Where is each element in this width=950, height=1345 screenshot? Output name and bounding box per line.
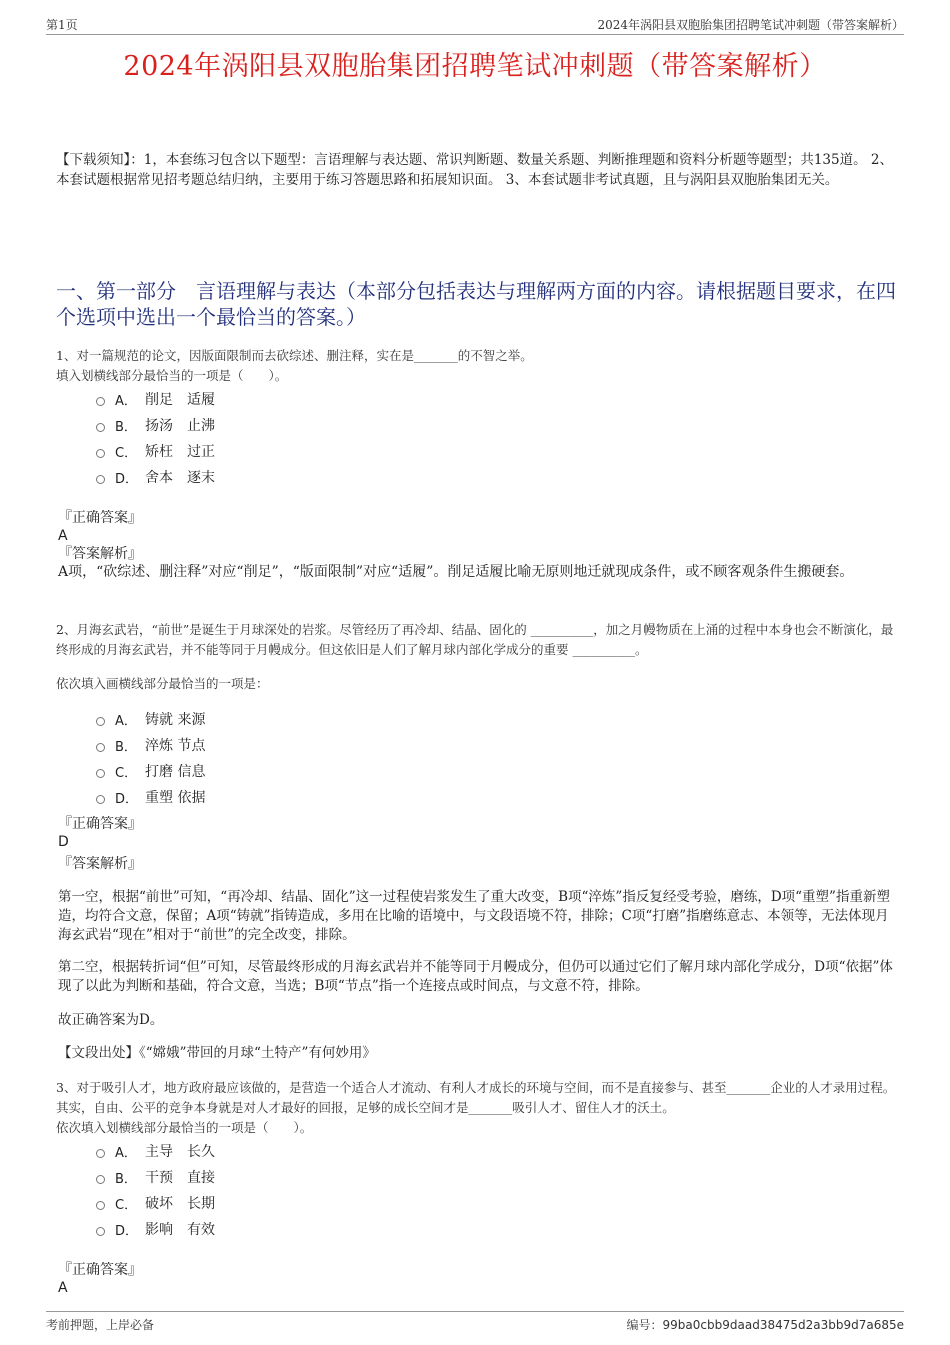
footer-code-label: 编号： <box>626 1318 663 1332</box>
radio-icon[interactable] <box>96 743 105 752</box>
analysis-paragraph-1: 第一空，根据“前世”可知，“再冷却、结晶、固化”这一过程使岩浆发生了重大改变，B项“淬炼”指反复经受考验，磨练，D项“重塑”指重新塑造，均符合文意，保留；A项“铸就”指铸造成，多用在比喻的语境中，与文段语境不符，排除；C项“打磨”指磨练意志、本领等，无法体现月海玄武岩“现在”相对于“前世”的完全改变，排除。 <box>58 889 890 943</box>
question-1-options <box>96 386 496 490</box>
answer-label: 『正确答案』 <box>58 1262 142 1278</box>
section-title: 一、第一部分 言语理解与表达（本部分包括表达与理解两方面的内容。请根据题目要求，在四个选项中选出一个最恰当的答案。） <box>56 279 896 329</box>
footer-code <box>627 1316 904 1333</box>
answer-block-3 <box>58 1261 894 1297</box>
radio-icon[interactable] <box>96 1175 105 1184</box>
radio-icon[interactable] <box>96 717 105 726</box>
question-stem: 1、对一篇规范的论文，因版面限制而去砍综述、删注释，实在是_______的不智之举。 <box>56 348 533 363</box>
option-a[interactable]: A． 铸就 来源 <box>96 706 496 732</box>
question-prompt: 填入划横线部分最恰当的一项是（ ）。 <box>56 368 288 383</box>
option-b[interactable]: B． 干预 直接 <box>96 1164 496 1190</box>
answer-value: A <box>58 1280 68 1296</box>
analysis-label: 『答案解析』 <box>58 856 142 872</box>
radio-icon[interactable] <box>96 769 105 778</box>
footer-slogan: 考前押题，上岸必备 <box>46 1318 155 1332</box>
option-c[interactable]: C． 打磨 信息 <box>96 758 496 784</box>
radio-icon[interactable] <box>96 1227 105 1236</box>
page-header <box>46 14 904 35</box>
analysis-paragraph-2: 第二空，根据转折词“但”可知，尽管最终形成的月海玄武岩并不能等同于月幔成分，但仍可以通过它们了解月球内部化学成分，D项“依据”体现了以此为判断和基础，符合文意，当选；B项“节点”指一个连接点或时间点，与文意不符，排除。 <box>58 959 893 994</box>
option-a[interactable]: A． 削足 适履 <box>96 386 496 412</box>
radio-icon[interactable] <box>96 1201 105 1210</box>
answer-label: 『正确答案』 <box>58 816 142 832</box>
radio-icon[interactable] <box>96 1149 105 1158</box>
document-title: 2024年涡阳县双胞胎集团招聘笔试冲刺题（带答案解析） <box>123 51 827 82</box>
radio-icon[interactable] <box>96 397 105 406</box>
answer-block-1 <box>58 509 894 581</box>
answer-value: D <box>58 834 69 850</box>
analysis-label: 『答案解析』 <box>58 546 142 562</box>
question-1 <box>56 346 896 386</box>
option-d[interactable]: D． 影响 有效 <box>96 1216 496 1242</box>
question-stem: 2、月海玄武岩，“前世”是诞生于月球深处的岩浆。尽管经历了再冷却、结晶、固化的 __________，加之月幔物质在上涌的过程中本身也会不断演化，最终形成的月海玄武岩，并不能等同于月幔成分。但这依旧是人们了解月球内部化学成分的重要 __________。 <box>56 622 894 657</box>
question-3 <box>56 1078 896 1138</box>
page-number: 第1页 <box>46 18 78 32</box>
radio-icon[interactable] <box>96 475 105 484</box>
download-notice: 【下载须知】：1，本套练习包含以下题型：言语理解与表达题、常识判断题、数量关系题、判断推理题和资料分析题等题型；共135道。 2、本套试题根据常见招考题总结归纳，主要用于练习答题思路和拓展知识面。 3、本套试题非考试真题，且与涡阳县双胞胎集团无关。 <box>56 152 893 188</box>
question-2 <box>56 620 896 694</box>
footer-code-value: 99ba0cbb9daad38475d2a3bb9d7a685e <box>662 1318 904 1332</box>
radio-icon[interactable] <box>96 423 105 432</box>
option-d[interactable]: D． 舍本 逐末 <box>96 464 496 490</box>
option-c[interactable]: C． 破坏 长期 <box>96 1190 496 1216</box>
answer-label: 『正确答案』 <box>58 510 142 526</box>
question-2-options <box>96 706 496 810</box>
option-a[interactable]: A． 主导 长久 <box>96 1138 496 1164</box>
page-footer <box>46 1311 904 1334</box>
answer-block-2 <box>58 815 894 873</box>
passage-source: 【文段出处】《“嫦娥”带回的月球“土特产”有何妙用》 <box>58 1045 376 1061</box>
option-d[interactable]: D． 重塑 依据 <box>96 784 496 810</box>
header-doc-title: 2024年涡阳县双胞胎集团招聘笔试冲刺题（带答案解析） <box>597 18 904 32</box>
option-b[interactable]: B． 淬炼 节点 <box>96 732 496 758</box>
option-c[interactable]: C． 矫枉 过正 <box>96 438 496 464</box>
radio-icon[interactable] <box>96 795 105 804</box>
question-prompt: 依次填入划横线部分最恰当的一项是（ ）。 <box>56 1120 313 1135</box>
analysis-conclusion: 故正确答案为D。 <box>58 1012 164 1028</box>
analysis-text: A项，“砍综述、删注释”对应“削足”，“版面限制”对应“适履”。削足适履比喻无原则地迁就现成条件，或不顾客观条件生搬硬套。 <box>58 564 854 580</box>
answer-value: A <box>58 528 68 544</box>
radio-icon[interactable] <box>96 449 105 458</box>
question-stem: 3、对于吸引人才，地方政府最应该做的，是营造一个适合人才流动、有利人才成长的环境与空间，而不是直接参与、甚至_______企业的人才录用过程。其实，自由、公平的竞争本身就是对人才最好的回报，足够的成长空间才是_______吸引人才、留住人才的沃土。 <box>56 1080 896 1115</box>
question-3-options <box>96 1138 496 1242</box>
question-prompt: 依次填入画横线部分最恰当的一项是： <box>56 676 269 691</box>
option-b[interactable]: B． 扬汤 止沸 <box>96 412 496 438</box>
